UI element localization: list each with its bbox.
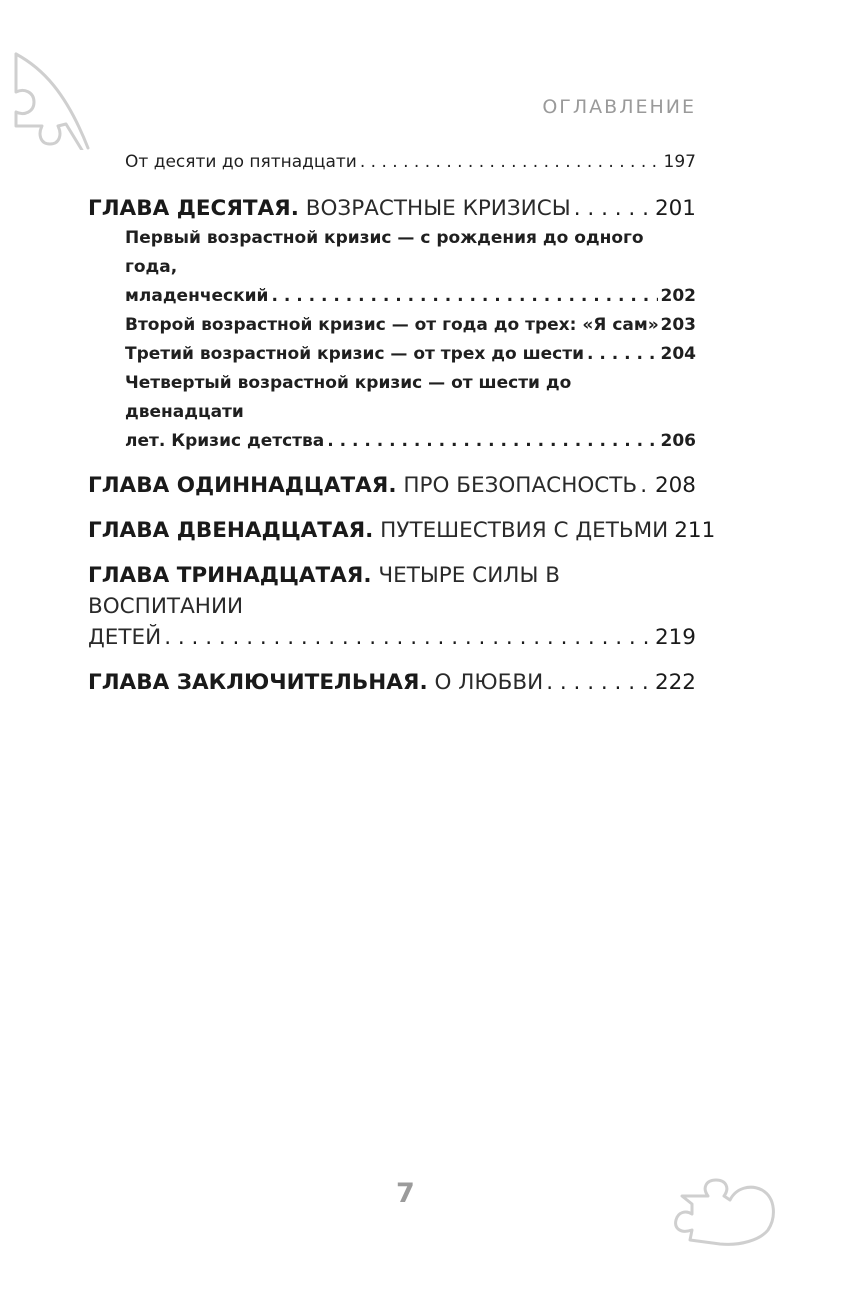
toc-entry[interactable] bbox=[88, 148, 696, 177]
toc-chapter[interactable] bbox=[88, 560, 696, 653]
toc-entry[interactable] bbox=[88, 311, 696, 340]
chapter-name: ПУТЕШЕСТВИЯ С ДЕТЬМИ bbox=[380, 518, 669, 543]
chapter-name: ЧЕТЫРЕ СИЛЫ В ВОСПИТАНИИ bbox=[88, 563, 561, 619]
dot-leader bbox=[271, 282, 657, 311]
dot-leader bbox=[546, 667, 652, 698]
toc-page-number: 219 bbox=[654, 625, 696, 650]
chapter-label: ГЛАВА ЗАКЛЮЧИТЕЛЬНАЯ. bbox=[88, 670, 428, 695]
toc-page-number: 201 bbox=[654, 196, 696, 221]
toc-page-number: 211 bbox=[674, 518, 716, 543]
dot-leader bbox=[587, 340, 658, 369]
chapter-name: ПРО БЕЗОПАСНОСТЬ bbox=[403, 473, 638, 498]
toc-entry-title-cont: младенческий bbox=[125, 286, 269, 306]
toc-chapter[interactable] bbox=[88, 193, 696, 224]
chapter-name: ВОЗРАСТНЫЕ КРИЗИСЫ bbox=[305, 196, 571, 221]
page-number: 7 bbox=[396, 1178, 415, 1209]
chapter-name: О ЛЮБВИ bbox=[434, 670, 544, 695]
dot-leader bbox=[640, 470, 652, 501]
dot-leader bbox=[327, 427, 657, 456]
toc-chapter[interactable] bbox=[88, 470, 696, 501]
toc-entry-title: Четвертый возрастной кризис — от шести до двенадцати bbox=[125, 373, 572, 422]
toc-entry-title: Второй возрастной кризис — от года до трех: «Я сам» bbox=[125, 315, 659, 335]
toc-page-number: 197 bbox=[663, 152, 696, 172]
toc-page-number: 204 bbox=[660, 344, 696, 364]
toc-page-number: 208 bbox=[654, 473, 696, 498]
toc-page-number: 202 bbox=[660, 286, 696, 306]
toc-chapter[interactable] bbox=[88, 667, 696, 698]
toc-page-number: 222 bbox=[654, 670, 696, 695]
chapter-name-cont: ДЕТЕЙ bbox=[88, 625, 162, 650]
puzzle-piece-top-icon bbox=[4, 48, 96, 150]
toc-chapter[interactable] bbox=[88, 515, 716, 546]
chapter-label: ГЛАВА ОДИННАДЦАТАЯ. bbox=[88, 473, 397, 498]
toc-entry[interactable] bbox=[88, 224, 696, 311]
chapter-label: ГЛАВА ДВЕНАДЦАТАЯ. bbox=[88, 518, 374, 543]
puzzle-piece-bottom-icon bbox=[670, 1178, 780, 1248]
toc-entry-title: От десяти до пятнадцати bbox=[125, 152, 357, 172]
running-head: ОГЛАВЛЕНИЕ bbox=[542, 96, 696, 118]
dot-leader bbox=[360, 148, 661, 177]
chapter-label: ГЛАВА ТРИНАДЦАТАЯ. bbox=[88, 563, 372, 588]
dot-leader bbox=[574, 193, 652, 224]
toc-entry-title: Первый возрастной кризис — с рождения до одного года, bbox=[125, 228, 644, 277]
toc-entry-title-cont: лет. Кризис детства bbox=[125, 431, 325, 451]
toc-entry-title: Третий возрастной кризис — от трех до шести bbox=[125, 344, 584, 364]
table-of-contents bbox=[88, 148, 716, 698]
toc-entry[interactable] bbox=[88, 340, 696, 369]
toc-entry[interactable] bbox=[88, 369, 696, 456]
toc-page-number: 206 bbox=[660, 431, 696, 451]
dot-leader bbox=[164, 622, 652, 653]
chapter-label: ГЛАВА ДЕСЯТАЯ. bbox=[88, 196, 299, 221]
toc-page-number: 203 bbox=[660, 315, 696, 335]
